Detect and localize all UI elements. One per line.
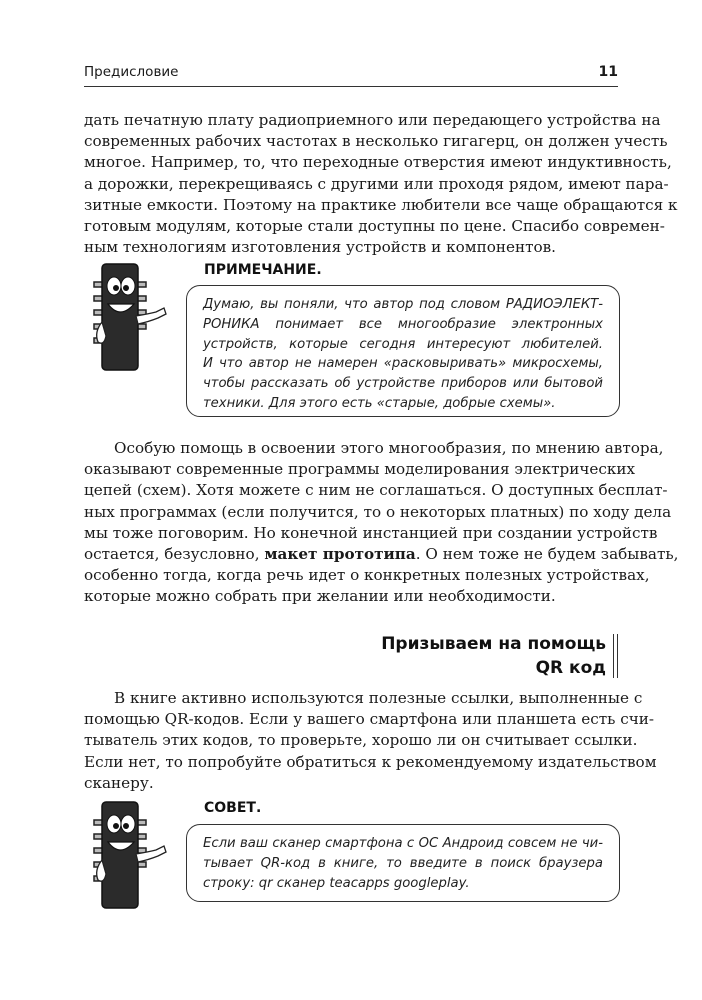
text-line: сканеру. — [84, 773, 154, 792]
text-line: тыватель этих кодов, то проверьте, хорошо ли он считывает ссылки. — [84, 731, 638, 750]
chip-mascot-icon — [90, 262, 190, 374]
text-segment: остается, безусловно, — [84, 545, 265, 564]
text-line: многое. Например, то, что переходные отверстия имеют индуктивность, — [84, 153, 672, 172]
text-line: помощью QR-кодов. Если у вашего смартфона или планшета есть счи- — [84, 710, 654, 729]
tip-line: тывает QR-код в книге, то введите в поиск браузера — [203, 855, 603, 871]
text-line: Если нет, то попробуйте обратиться к рекомендуемому издательством — [84, 752, 657, 771]
note-line: чтобы рассказать об устройстве приборов или бытовой — [203, 376, 603, 392]
chip-mascot-icon — [90, 800, 190, 912]
text-line: современных рабочих частотах в несколько гигагерц, он должен учесть — [84, 132, 668, 151]
text-line: а дорожки, перекрещиваясь с другими или проходя рядом, имеют пара- — [84, 174, 669, 193]
text-line: оказывают современные программы моделирования электрических — [84, 460, 636, 479]
note-line: устройств, которые сегодня интересуют любителей. — [203, 336, 603, 352]
heading-rule — [617, 634, 619, 678]
heading-line: QR код — [535, 658, 606, 678]
text-line: готовым модулям, которые стали доступны по цене. Спасибо современ- — [84, 217, 665, 236]
text-line: ных программах (если получится, то о некоторых платных) по ходу дела — [84, 502, 672, 521]
note-box — [186, 285, 620, 417]
tip-line: Если ваш сканер смартфона с ОС Андроид совсем не чи- — [203, 836, 603, 851]
paragraph-qr — [84, 688, 657, 794]
note-title: ПРИМЕЧАНИЕ. — [204, 262, 322, 278]
heading-rule — [613, 634, 615, 678]
section-title: Предисловие — [84, 64, 179, 80]
text-line: ным технологиям изготовления устройств и компонентов. — [84, 238, 556, 257]
paragraph-intro — [84, 110, 678, 258]
text-line: которые можно собрать при желании или необходимости. — [84, 587, 556, 606]
text-line: цепей (схем). Хотя можете с ним не соглашаться. О доступных бесплат- — [84, 481, 668, 500]
text-line: Особую помощь в освоении этого многообразия, по мнению автора, — [114, 439, 664, 457]
emphasis-text: макет прототипа — [264, 545, 416, 564]
text-line: В книге активно используются полезные ссылки, выполненные с — [114, 689, 643, 707]
note-line: И что автор не намерен «расковыривать» микросхемы, — [203, 356, 603, 372]
text-line: особенно тогда, когда речь идет о конкретных полезных устройствах, — [84, 566, 650, 585]
note-line: техники. Для этого есть «старые, добрые схемы». — [203, 395, 556, 411]
heading-line: Призываем на помощь — [381, 634, 606, 654]
text-line: зитные емкости. Поэтому на практике любители все чаще обращаются к — [84, 195, 678, 214]
note-line: РОНИКА понимает все многообразие электронных — [203, 316, 603, 332]
running-head — [84, 64, 618, 87]
text-segment: . О нем тоже не будем забывать, — [415, 545, 679, 564]
tip-box — [186, 824, 620, 902]
text-line — [84, 544, 679, 565]
tip-line: строку: qr сканер teacapps googleplay. — [203, 875, 470, 891]
paragraph-modeling — [84, 438, 679, 608]
note-line: Думаю, вы поняли, что автор под словом РАДИОЭЛЕКТ- — [203, 297, 603, 312]
text-line: мы тоже поговорим. Но конечной инстанцией при создании устройств — [84, 523, 658, 542]
tip-title: СОВЕТ. — [204, 800, 262, 816]
section-heading — [381, 632, 618, 680]
text-line: дать печатную плату радиоприемного или передающего устройства на — [84, 111, 661, 129]
page-number: 11 — [598, 64, 618, 80]
